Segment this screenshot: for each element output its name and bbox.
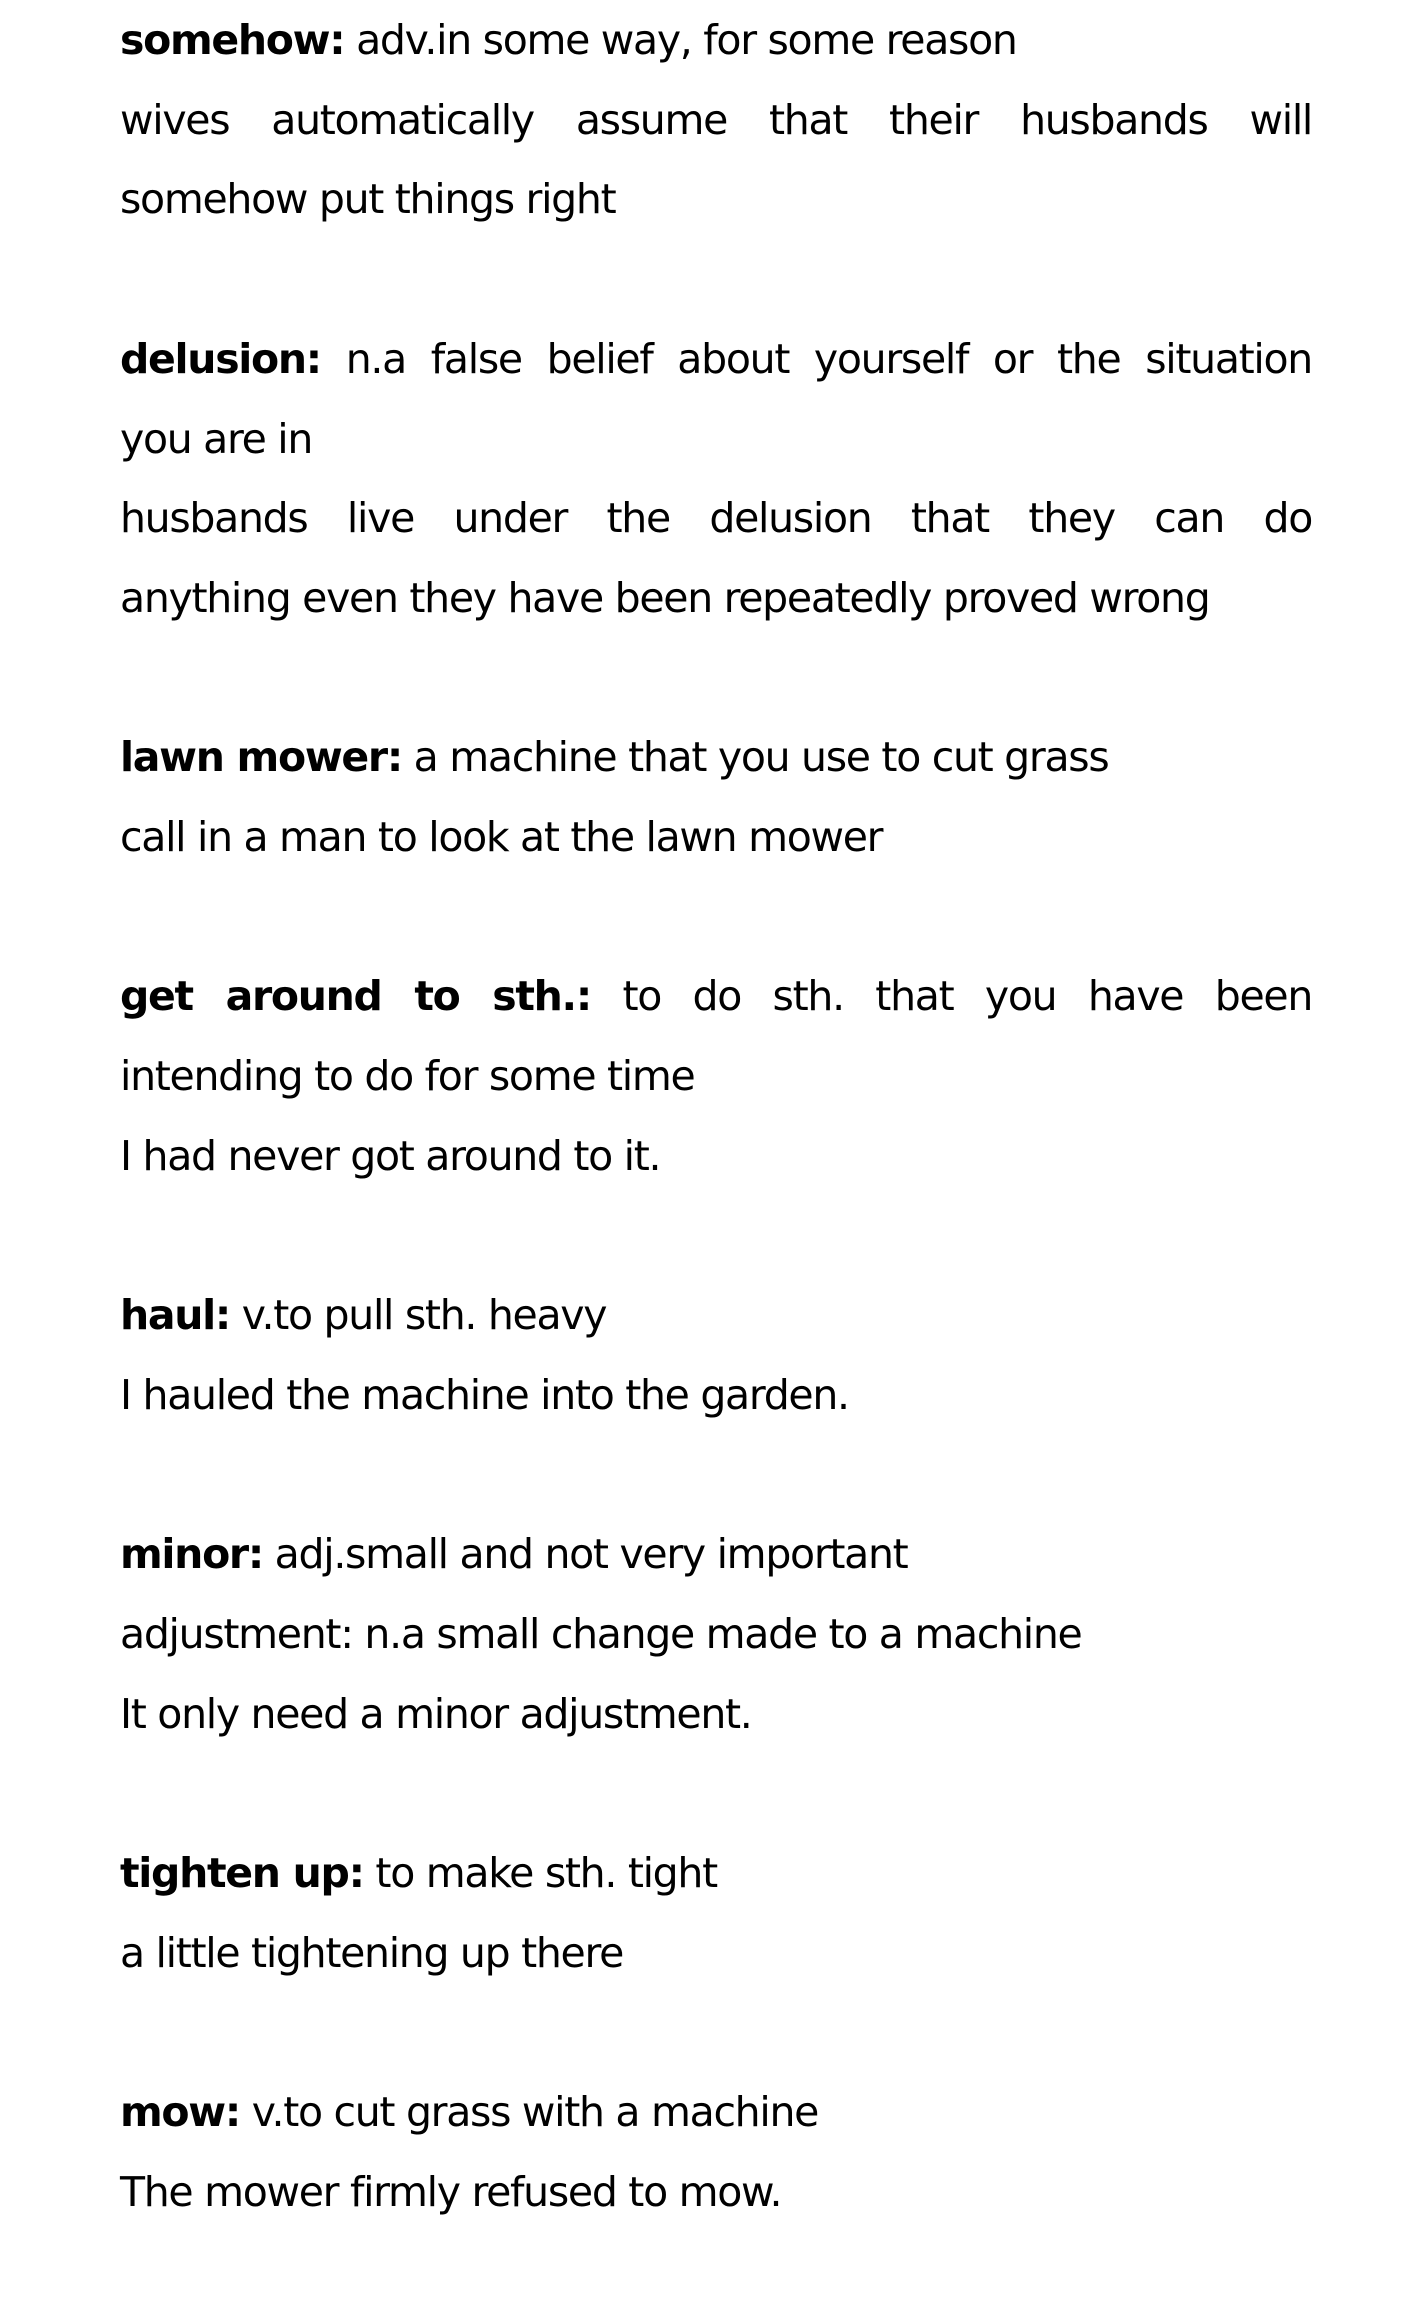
vocab-term: get around to sth.: [120,972,591,1021]
example-line: The mower firmly refused to mow. [120,2167,782,2216]
example-line: husbands live under the delusion that they can do [120,494,1312,543]
example-line: anything even they have been repeatedly proved wrong [120,573,1210,622]
vocab-definition: adv.in some way, for some reason [344,16,1017,64]
definition-line [120,320,1312,400]
definition-line [120,1276,1312,1356]
vocab-entry-delusion [120,320,1312,639]
vocab-term: haul: [120,1291,230,1340]
example-line: somehow put things right [120,175,616,224]
vocab-entry-lawn-mower [120,718,1312,877]
vocab-definition: to do sth. that you have been [590,972,1313,1021]
definition-line [120,1515,1312,1595]
vocab-entry-get-around-to [120,957,1312,1196]
vocabulary-notes [120,1,1312,2312]
sub-definition-line: adjustment: n.a small change made to a machine [120,1609,1082,1658]
example-line: a little tightening up there [120,1928,624,1977]
vocab-definition: v.to pull sth. heavy [230,1291,607,1340]
vocab-entry-haul [120,1276,1312,1435]
vocab-definition: adj.small and not very important [262,1530,908,1579]
vocab-term: lawn mower: [120,733,402,782]
definition-line [120,1834,1312,1914]
vocab-entry-mow [120,2073,1312,2232]
vocab-definition: v.to cut grass with a machine [239,2088,819,2137]
vocab-term: somehow: [120,16,345,64]
vocab-term: tighten up: [120,1849,364,1898]
vocab-definition: a machine that you use to cut grass [401,733,1109,782]
vocab-definition: n.a false belief about yourself or the situation [320,334,1312,383]
example-line: It only need a minor adjustment. [120,1689,752,1738]
example-line: call in a man to look at the lawn mower [120,813,883,861]
definition-line [120,718,1312,798]
definition-continuation: intending to do for some time [120,1052,695,1101]
vocab-definition: to make sth. tight [363,1849,717,1898]
vocab-entry-minor [120,1515,1312,1754]
example-line: I had never got around to it. [120,1131,661,1180]
definition-line [120,2073,1312,2153]
definition-line [120,1,1312,81]
example-line: wives automatically assume that their husbands will [120,95,1312,144]
definition-continuation: you are in [120,414,313,463]
definition-line [120,957,1312,1037]
vocab-entry-somehow [120,1,1312,240]
vocab-term: mow: [120,2088,240,2137]
vocab-term: minor: [120,1530,263,1579]
example-line: I hauled the machine into the garden. [120,1370,849,1419]
vocab-term: delusion: [120,334,321,383]
vocab-entry-tighten-up [120,1834,1312,1993]
